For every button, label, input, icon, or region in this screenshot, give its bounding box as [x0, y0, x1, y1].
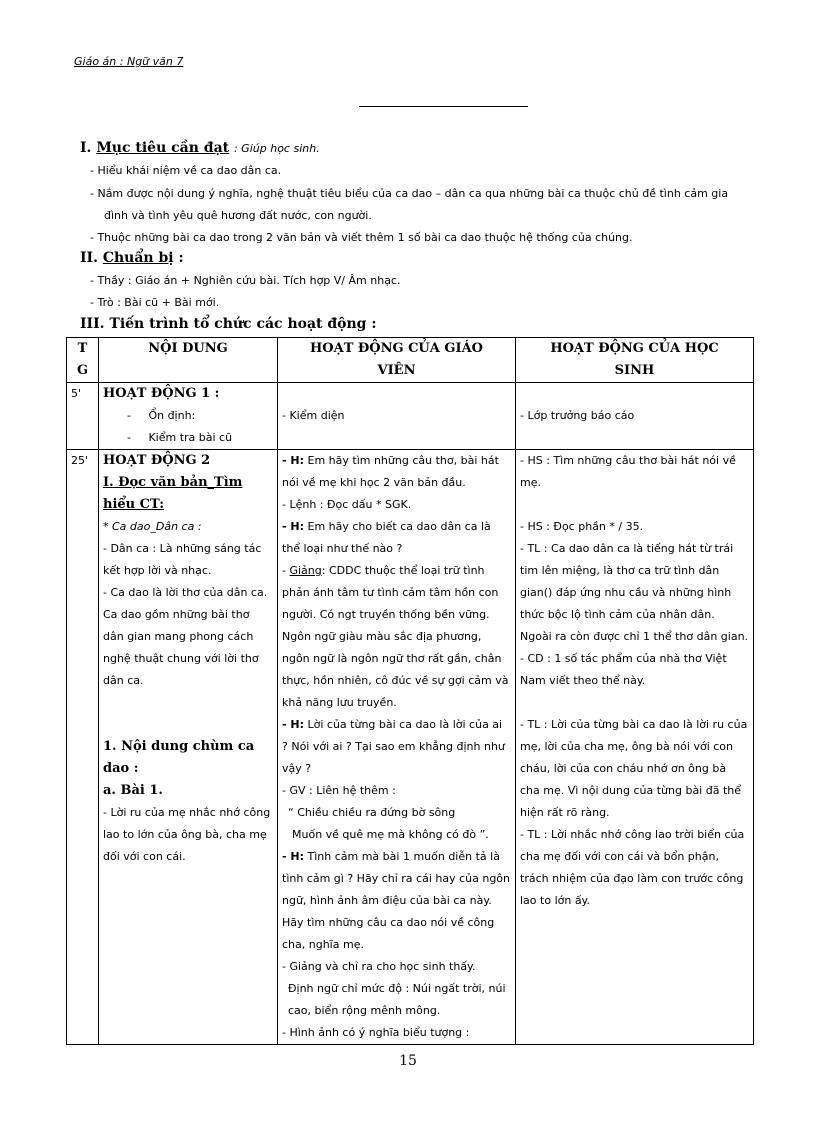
teacher-text: Em hãy tìm những câu thơ, bài hát nói về mẹ khi học 2 văn bản đầu. [282, 454, 499, 489]
teacher-label: - H: [282, 718, 304, 731]
teacher-quote: “ Chiều chiều ra đứng bờ sông [288, 806, 456, 819]
teacher-item: - Lệnh : Đọc dấu * SGK. [282, 498, 412, 511]
teacher-label: - H: [282, 850, 304, 863]
student-item: - TL : Lời của từng bài ca dao là lời ru của mẹ, lời của cha mẹ, ông bà nói với con cháu, lời của con cháu nhớ ơn ông bà cha mẹ. Vì nội dung của từng bài đã thể hiện rất rõ ràng. [520, 718, 748, 819]
section-1-line: - Thuộc những bài ca dao trong 2 văn bản và viết thêm 1 số bài ca dao thuộc hệ thống của chúng. [90, 231, 633, 244]
content-paragraph: - Lời ru của mẹ nhắc nhớ công lao to lớn của ông bà, cha mẹ đối với con cái. [103, 806, 271, 863]
row1-teacher: - Kiểm diện [278, 383, 516, 450]
header-student-line: HOẠT ĐỘNG CỦA HỌC [550, 341, 719, 356]
teacher-label: - H: [282, 520, 304, 533]
teacher-text: : CDDC thuộc thể loại trữ tình phản ánh tâm tư tình cảm tâm hồn con người. Có ngt truyền thống bền vững. Ngôn ngữ giàu màu sắc địa phương, ngôn ngữ là ngôn ngữ thơ rất gần, chân thực, hồn nhiên, cô đúc về sự gợi cảm và khả năng lưu truyền. [282, 564, 509, 709]
spacer [103, 692, 273, 736]
row2-time: 25' [67, 450, 99, 1045]
section-2-line: - Trò : Bài cũ + Bài mới. [90, 296, 220, 309]
teacher-label: - H: [282, 454, 304, 467]
row2-title: HOẠT ĐỘNG 2 [103, 453, 211, 468]
student-item: - HS : Tìm những câu thơ bài hát nói về mẹ. [520, 454, 736, 489]
header-teacher-line: VIÊN [377, 363, 416, 378]
row2-subtitle: hiểu CT: [103, 497, 164, 512]
section-1-number: I. [80, 140, 92, 156]
row2-teacher [278, 450, 516, 1045]
row1-item-text: Ổn định: [148, 409, 196, 422]
teacher-item: - GV : Liên hệ thêm : [282, 784, 396, 797]
teacher-item: - Giảng: CDDC thuộc thể loại trữ tình phản ánh tâm tư tình cảm tâm hồn con người. Có ngt truyền thống bền vững. Ngôn ngữ giàu màu sắc địa phương, ngôn ngữ là ngôn ngữ thơ rất gần, chân thực, hồn nhiên, cô đúc về sự gợi cảm và khả năng lưu truyền. [282, 564, 509, 709]
content-heading: 1. Nội dung chùm ca dao : [103, 739, 255, 776]
row1-item: - Ổn định: [127, 409, 196, 422]
row1-time: 5' [67, 383, 99, 450]
teacher-text: Em hãy cho biết ca dao dân ca là thể loại như thế nào ? [282, 520, 491, 555]
section-3-heading [80, 316, 377, 332]
teacher-item: Định ngữ chỉ mức độ : Núi ngất trời, núi cao, biển rộng mênh mông. [288, 982, 506, 1017]
teacher-item: - Hình ảnh có ý nghĩa biểu tượng : [282, 1026, 470, 1039]
teacher-label: Giảng [289, 564, 322, 577]
section-2-line: - Thầy : Giáo án + Nghiên cứu bài. Tích hợp V/ Âm nhạc. [90, 274, 401, 287]
student-item: - TL : Ca dao dân ca là tiếng hát từ trái tim lên miệng, là thơ ca trữ tình dân gian() đáp ứng nhu cầu và những hình thức bộc lộ tình cảm của nhân dân. Ngoài ra còn được chỉ 1 thể thơ dân gian. [520, 542, 749, 643]
row2-student [516, 450, 754, 1045]
header-teacher-line: HOẠT ĐỘNG CỦA GIÁO [310, 341, 483, 356]
row1-student: - Lớp trưởng báo cáo [516, 383, 754, 450]
section-1-note: : Giúp học sinh. [233, 142, 320, 155]
section-1-line: - Hiểu khái niệm về ca dao dân ca. [90, 164, 282, 177]
content-paragraph: - Dân ca : Là những sáng tác kết hợp lời và nhạc. [103, 542, 262, 577]
section-1-line: - Nắm được nội dung ý nghĩa, nghệ thuật tiêu biểu của ca dao – dân ca qua những bài ca thuộc chủ đề tình cảm gia [90, 187, 729, 200]
teacher-item [282, 450, 511, 494]
teacher-quote: Muốn về quê mẹ mà không có đò ”. [292, 828, 489, 841]
spacer [520, 692, 749, 714]
header-content: NỘI DUNG [99, 338, 278, 383]
teacher-text: Lời của từng bài ca dao là lời của ai ? Nói với ai ? Tại sao em khẳng định như vậy ? [282, 718, 505, 775]
ca-dao-heading: * Ca dao_Dân ca : [103, 520, 202, 533]
page-number: 15 [399, 1053, 417, 1069]
section-3-number: III. [80, 316, 105, 332]
section-2-heading [80, 250, 184, 266]
title-rule [359, 106, 528, 107]
row1-content [99, 383, 278, 450]
spacer [520, 494, 749, 516]
header-student-line: SINH [614, 363, 655, 378]
row1-item: - Kiểm tra bài cũ [127, 431, 233, 444]
document-header: Giáo án : Ngữ văn 7 [74, 55, 184, 68]
teacher-item: - Giảng và chỉ ra cho học sinh thấy. [282, 960, 476, 973]
section-2-colon: : [178, 250, 184, 266]
row2-subtitle: I. Đọc văn bản_Tìm [103, 475, 243, 490]
section-1-line: đình và tình yêu quê hương đất nước, con người. [104, 209, 372, 222]
section-1-heading [80, 140, 320, 156]
section-1-title: Mục tiêu cần đạt [96, 140, 230, 156]
section-3-title: Tiến trình tổ chức các hoạt động : [109, 316, 377, 332]
student-item: - CD : 1 số tác phẩm của nhà thơ Việt Nam viết theo thể này. [520, 652, 727, 687]
content-paragraph: - Ca dao là lời thơ của dân ca. Ca dao gồm những bài thơ dân gian mang phong cách nghệ thuật chung với lời thơ dân ca. [103, 586, 268, 687]
row2-content [99, 450, 278, 1045]
header-teacher [278, 338, 516, 383]
teacher-item [282, 516, 511, 560]
section-2-title: Chuẩn bị [102, 250, 174, 266]
table-row [67, 450, 754, 1045]
header-student [516, 338, 754, 383]
header-time-line: G [76, 363, 89, 378]
teacher-text: Tình cảm mà bài 1 muốn diễn tả là tình cảm gì ? Hãy chỉ ra cái hay của ngôn ngữ, hình ảnh âm điệu của bài ca này. Hãy tìm những câu ca dao nói về công cha, nghĩa mẹ. [282, 850, 511, 951]
table-header-row [67, 338, 754, 383]
student-item: - TL : Lời nhắc nhớ công lao trời biển của cha mẹ đối với con cái và bổn phận, trách nhiệm của đạo làm con trước công lao to lớn ấy. [520, 828, 745, 907]
student-item: - HS : Đọc phần * / 35. [520, 520, 644, 533]
teacher-item [282, 846, 511, 956]
activity-table [66, 337, 754, 1045]
section-2-number: II. [80, 250, 98, 266]
teacher-item [282, 714, 511, 780]
row1-title: HOẠT ĐỘNG 1 : [103, 386, 220, 401]
row1-item-text: Kiểm tra bài cũ [148, 431, 233, 444]
header-time [67, 338, 99, 383]
content-heading: a. Bài 1. [103, 783, 163, 798]
header-time-line: T [77, 341, 88, 356]
table-row [67, 383, 754, 450]
